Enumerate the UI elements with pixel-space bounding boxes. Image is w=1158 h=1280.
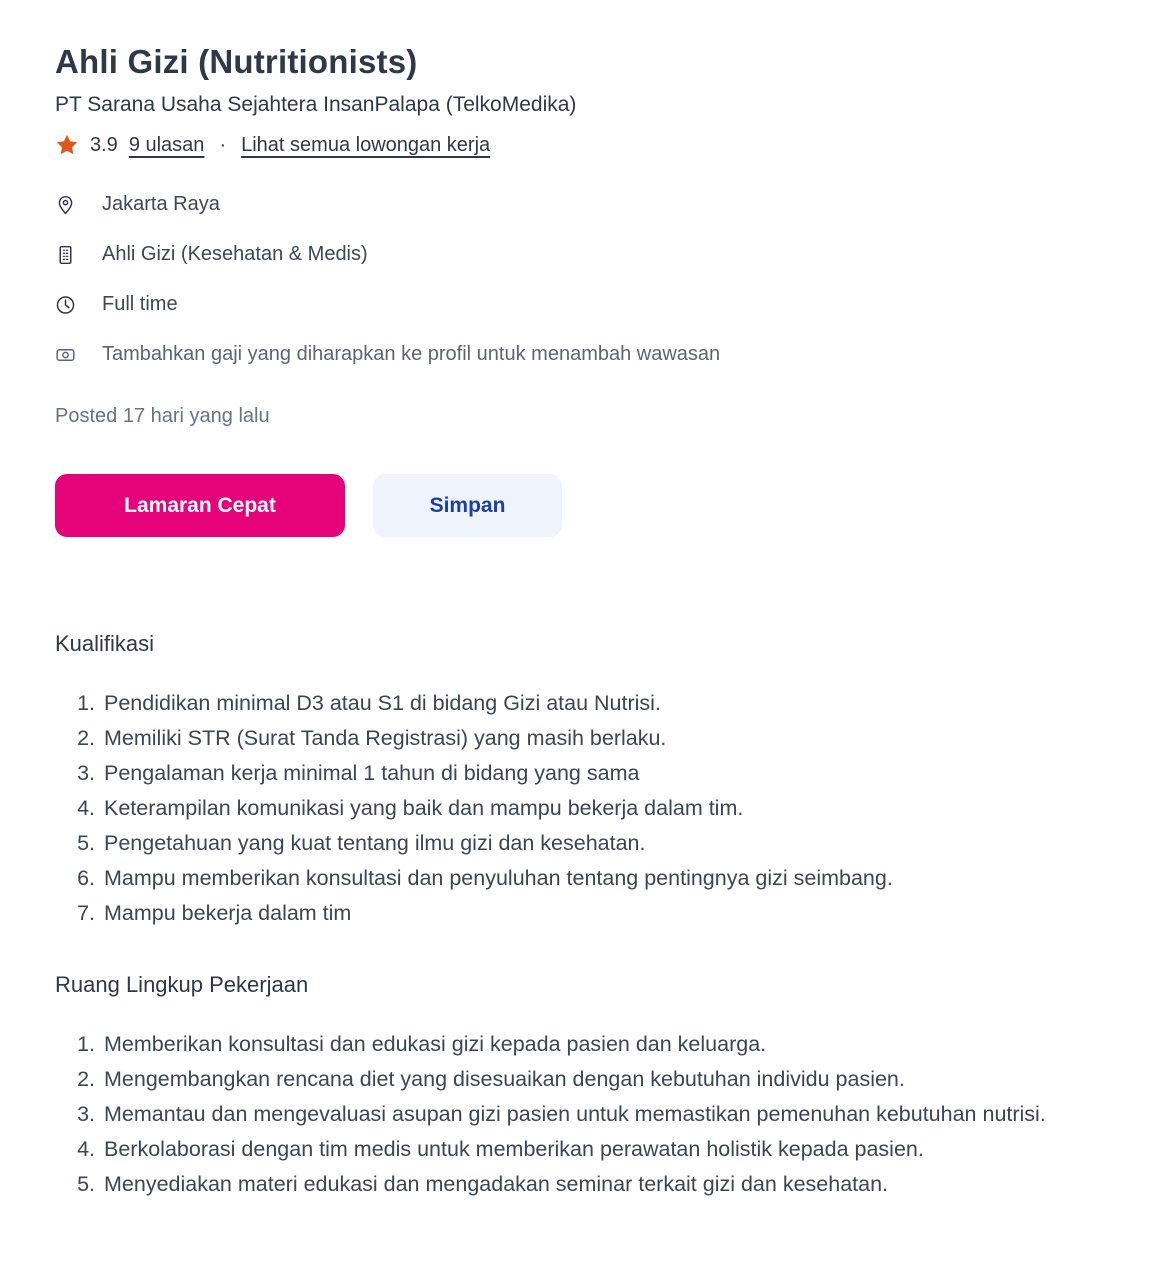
- building-icon: [55, 244, 76, 266]
- detail-row-worktype: [55, 293, 1098, 316]
- company-name: PT Sarana Usaha Sejahtera InsanPalapa (TelkoMedika): [55, 93, 577, 116]
- reviews-link[interactable]: 9 ulasan: [128, 133, 205, 156]
- location-label: Jakarta Raya: [102, 193, 220, 215]
- job-scope-heading: Ruang Lingkup Pekerjaan: [55, 972, 309, 997]
- save-button[interactable]: Simpan: [373, 474, 562, 537]
- quick-apply-button[interactable]: Lamaran Cepat: [55, 474, 345, 537]
- qualifications-heading: Kualifikasi: [55, 631, 155, 656]
- detail-row-category: [55, 243, 1098, 266]
- dot-separator: ·: [219, 133, 227, 156]
- section-job-scope: [55, 972, 1098, 1202]
- job-title: Ahli Gizi (Nutritionists): [55, 43, 418, 80]
- list-item: 1. Pendidikan minimal D3 atau S1 di bidang Gizi atau Nutrisi.: [101, 686, 1098, 721]
- star-icon: [55, 133, 79, 157]
- money-icon: [55, 344, 76, 366]
- list-item: 2. Memiliki STR (Surat Tanda Registrasi) yang masih berlaku.: [101, 721, 1098, 756]
- detail-row-salary: [55, 343, 1098, 366]
- list-item: 5. Menyediakan materi edukasi dan mengadakan seminar terkait gizi dan kesehatan.: [101, 1167, 1098, 1202]
- location-pin-icon: [55, 194, 76, 216]
- category-label: Ahli Gizi (Kesehatan & Medis): [102, 243, 368, 265]
- list-item: 3. Memantau dan mengevaluasi asupan gizi pasien untuk memastikan pemenuhan kebutuhan nutrisi.: [101, 1097, 1098, 1132]
- list-item: 4. Berkolaborasi dengan tim medis untuk memberikan perawatan holistik kepada pasien.: [101, 1132, 1098, 1167]
- clock-icon: [55, 294, 76, 316]
- list-item: 6. Mampu memberikan konsultasi dan penyuluhan tentang pentingnya gizi seimbang.: [101, 861, 1098, 896]
- list-item: 4. Keterampilan komunikasi yang baik dan mampu bekerja dalam tim.: [101, 791, 1098, 826]
- action-buttons: [55, 474, 1098, 537]
- rating-row: [55, 133, 1098, 157]
- job-scope-list: [55, 1027, 1098, 1202]
- posted-date: Posted 17 hari yang lalu: [55, 405, 270, 427]
- list-item: 2. Mengembangkan rencana diet yang disesuaikan dengan kebutuhan individu pasien.: [101, 1062, 1098, 1097]
- worktype-label: Full time: [102, 293, 178, 315]
- list-item: 7. Mampu bekerja dalam tim: [101, 896, 1098, 931]
- detail-row-location: [55, 193, 1098, 216]
- all-jobs-link[interactable]: Lihat semua lowongan kerja: [241, 133, 491, 156]
- rating-value: 3.9: [90, 133, 118, 156]
- qualifications-list: [55, 686, 1098, 931]
- list-item: 5. Pengetahuan yang kuat tentang ilmu gizi dan kesehatan.: [101, 826, 1098, 861]
- job-details-list: [55, 193, 1098, 366]
- salary-hint-label: Tambahkan gaji yang diharapkan ke profil untuk menambah wawasan: [102, 343, 721, 365]
- list-item: 1. Memberikan konsultasi dan edukasi gizi kepada pasien dan keluarga.: [101, 1027, 1098, 1062]
- section-qualifications: [55, 631, 1098, 931]
- list-item: 3. Pengalaman kerja minimal 1 tahun di bidang yang sama: [101, 756, 1098, 791]
